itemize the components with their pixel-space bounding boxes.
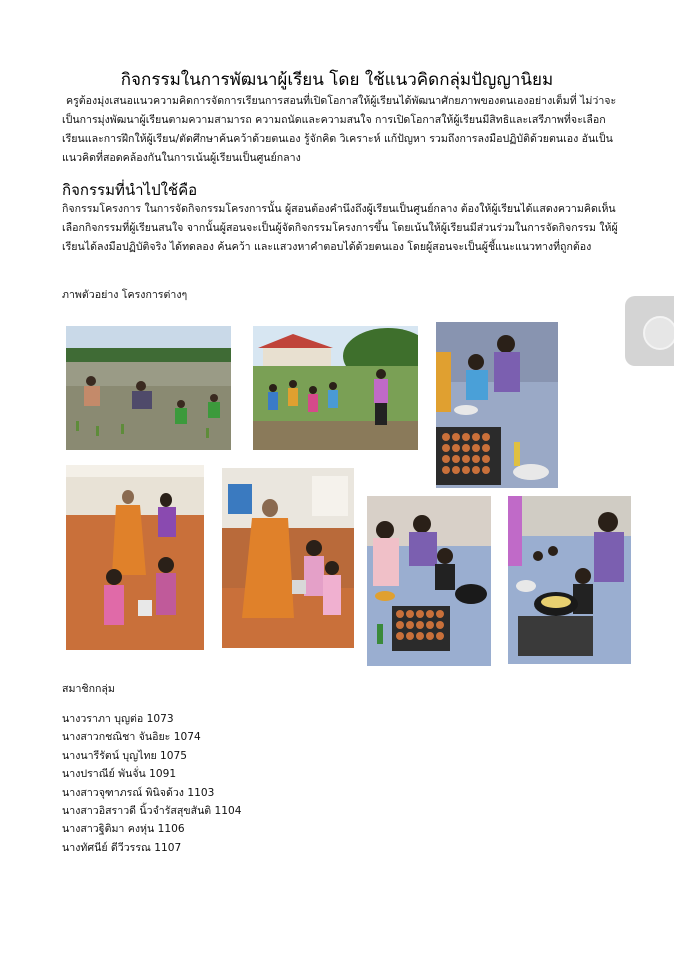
intro-paragraph: ครูต้องมุ่งเสนอแนวความคิดการจัดการเรียนการสอนที่เปิดโอกาสให้ผู้เรียนได้พัฒนาศักยภาพของตนเองอย่างเต็มที่ ไม่ว่าจะเป็นการมุ่งพัฒนาผู้เรียนตามความสามารถ ความถนัดและความสนใจ การเปิดโอกาสให้ผู้เรียนมีสิทธิและเสรีภาพที่จะเลือกเรียนและการฝึกให้ผู้เรียน/ตัดศึกษาค้นคว้าด้วยตนเอง รู้จักคิด วิเคราะห์ แก้ปัญหา รวมถึงการลงมือปฏิบัติด้วยตนเอง อันเป็นแนวคิดที่สอดคล้องกันในการเน้นผู้เรียนเป็นศูนย์กลาง	[62, 95, 617, 164]
photo-garden-visit	[253, 326, 418, 450]
photo-egg-cooking-3	[508, 496, 631, 664]
member-item: นางนารีรัตน์ บุญไทย 1075	[62, 749, 188, 762]
member-item: นางสาวอิสราวดี นิ้วจำรัสสุขสันติ 1104	[62, 805, 242, 818]
photos-caption: ภาพตัวอย่าง โครงการต่างๆ	[62, 289, 188, 301]
garden-photo	[253, 326, 418, 450]
photo-egg-cooking-2	[367, 496, 491, 666]
members-list	[62, 710, 242, 857]
page-title: กิจกรรมในการพัฒนาผู้เรียน โดย ใช้แนวคิดกลุ่มปัญญานิยม	[120, 70, 554, 90]
cooking-photo	[367, 496, 491, 666]
members-title: สมาชิกกลุ่ม	[62, 683, 115, 695]
cooking-photo	[508, 496, 631, 664]
member-item: นางทัศนีย์ ดีวีวรรณ 1107	[62, 841, 182, 854]
monk-photo	[66, 465, 204, 650]
rice-field-photo	[66, 326, 231, 450]
photo-egg-cooking-1	[436, 322, 558, 488]
member-item: นางวราภา บุญต่อ 1073	[62, 713, 174, 725]
section-heading: กิจกรรมที่นำไปใช้คือ	[62, 181, 198, 199]
photo-rice-planting	[66, 326, 231, 450]
circle-icon	[643, 316, 674, 350]
monk-photo	[222, 468, 354, 648]
member-item: นางสาวฐิติมา คงหุ่น 1106	[62, 823, 185, 836]
cooking-photo	[436, 322, 558, 488]
member-item: นางสาวจุฑาภรณ์ พินิจด้วง 1103	[62, 786, 215, 799]
assistive-touch-button[interactable]	[625, 296, 674, 366]
photo-alms-giving-1	[66, 465, 204, 650]
member-item: นางสาวกชณิชา จันอิยะ 1074	[62, 731, 201, 744]
photo-alms-giving-2	[222, 468, 354, 648]
member-item: นางปราณีย์ พันจั่น 1091	[62, 768, 177, 781]
section-paragraph: กิจกรรมโครงการ ในการจัดกิจกรรมโครงการนั้น ผู้สอนต้องคำนึงถึงผู้เรียนเป็นศูนย์กลาง ต้องให้ผู้เรียนได้แสดงความคิดเห็น เลือกกิจกรรมที่ผู้เรียนสนใจ จากนั้นผู้สอนจะเป็นผู้จัดกิจกรรมโครงการขึ้น โดยเน้นให้ผู้เรียนมีส่วนร่วมในการจัดกิจกรรม ให้ผู้เรียนได้ลงมือปฏิบัติจริง ได้ทดลอง ค้นคว้า และแสวงหาคำตอบได้ด้วยตนเอง โดยผู้สอนจะเป็นผู้ชี้แนะแนวทางที่ถูกต้อง	[62, 203, 618, 253]
